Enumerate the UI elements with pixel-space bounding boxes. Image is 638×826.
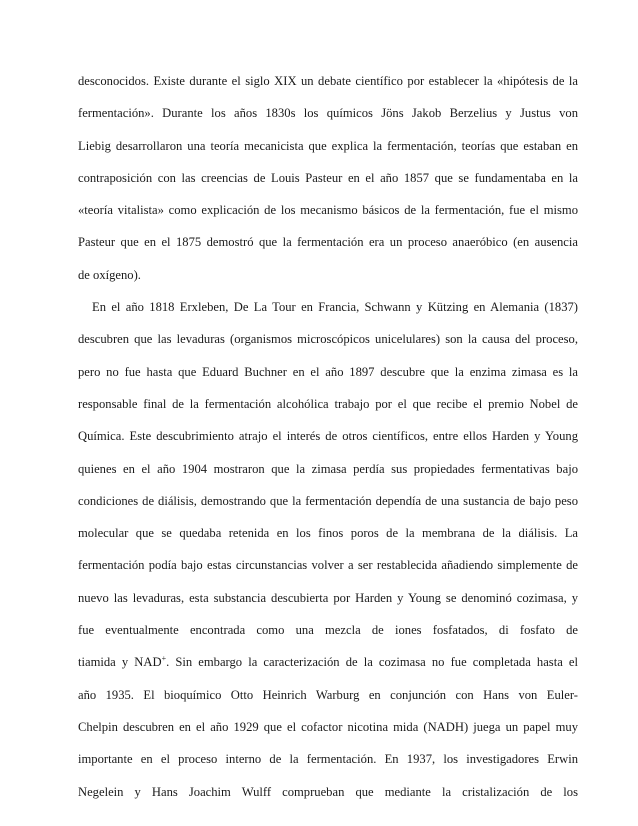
- text-line: Pasteur que en el 1875 demostró que la fermentación era un proceso anaeróbico (en ausencia: [78, 235, 578, 250]
- text-line: nuevo las levaduras, esta substancia descubierta por Harden y Young se denominó cozimasa, y: [78, 590, 578, 605]
- superscript: +: [161, 654, 167, 664]
- text-line: año 1935. El bioquímico Otto Heinrich Warburg en conjunción con Hans von Euler-: [78, 687, 578, 702]
- text-line: de oxígeno).: [78, 267, 141, 282]
- text-line: desconocidos. Existe durante el siglo XIX un debate científico por establecer la «hipótesis de la: [78, 74, 578, 88]
- text-line: pero no fue hasta que Eduard Buchner en el año 1897 descubre que la enzima zimasa es la: [78, 364, 578, 379]
- text-line: Liebig desarrollaron una teoría mecanicista que explica la fermentación, teorías que estaban en: [78, 138, 578, 153]
- text-line: Negelein y Hans Joachim Wulff comprueban que mediante la cristalización de los: [78, 784, 578, 799]
- text-line: Chelpin descubren en el año 1929 que el cofactor nicotina mida (NADH) juega un papel muy: [78, 719, 578, 734]
- text-line: «teoría vitalista» como explicación de los mecanismo básicos de la fermentación, fue el mismo: [78, 203, 578, 218]
- text-line: [78, 652, 578, 684]
- text-line: contraposición con las creencias de Louis Pasteur en el año 1857 que se fundamentaba en la: [78, 170, 578, 185]
- text-line: descubren que las levaduras (organismos microscópicos unicelulares) son la causa del proceso,: [78, 332, 578, 347]
- text-line: condiciones de diálisis, demostrando que la fermentación dependía de una sustancia de bajo peso: [78, 493, 578, 508]
- text-line: Química. Este descubrimiento atrajo el interés de otros científicos, entre ellos Harden y Young: [78, 429, 578, 444]
- text-line: molecular que se quedaba retenida en los finos poros de la membrana de la diálisis. La: [78, 526, 578, 541]
- paragraph-1: [78, 71, 578, 297]
- text-line: En el año 1818 Erxleben, De La Tour en Francia, Schwann y Kützing en Alemania (1837): [92, 300, 578, 315]
- text-line: fermentación». Durante los años 1830s los químicos Jöns Jakob Berzelius y Justus von: [78, 106, 578, 121]
- text-line: quienes en el año 1904 mostraron que la zimasa perdía sus propiedades fermentativas bajo: [78, 461, 578, 476]
- text-line: importante en el proceso interno de la fermentación. En 1937, los investigadores Erwin: [78, 752, 578, 767]
- text-line: fue eventualmente encontrada como una mezcla de iones fosfatados, di fosfato de: [78, 623, 578, 638]
- text-line: responsable final de la fermentación alcohólica trabajo por el que recibe el premio Nobel de: [78, 396, 578, 411]
- text-line: fermentación podía bajo estas circunstancias volver a ser restablecida añadiendo simplemente de: [78, 558, 578, 573]
- text-line-part: tiamida y NAD: [78, 655, 162, 670]
- paragraph-2: [78, 297, 578, 814]
- text-line-part: . Sin embargo la caracterización de la cozimasa no fue completada hasta el: [166, 655, 578, 670]
